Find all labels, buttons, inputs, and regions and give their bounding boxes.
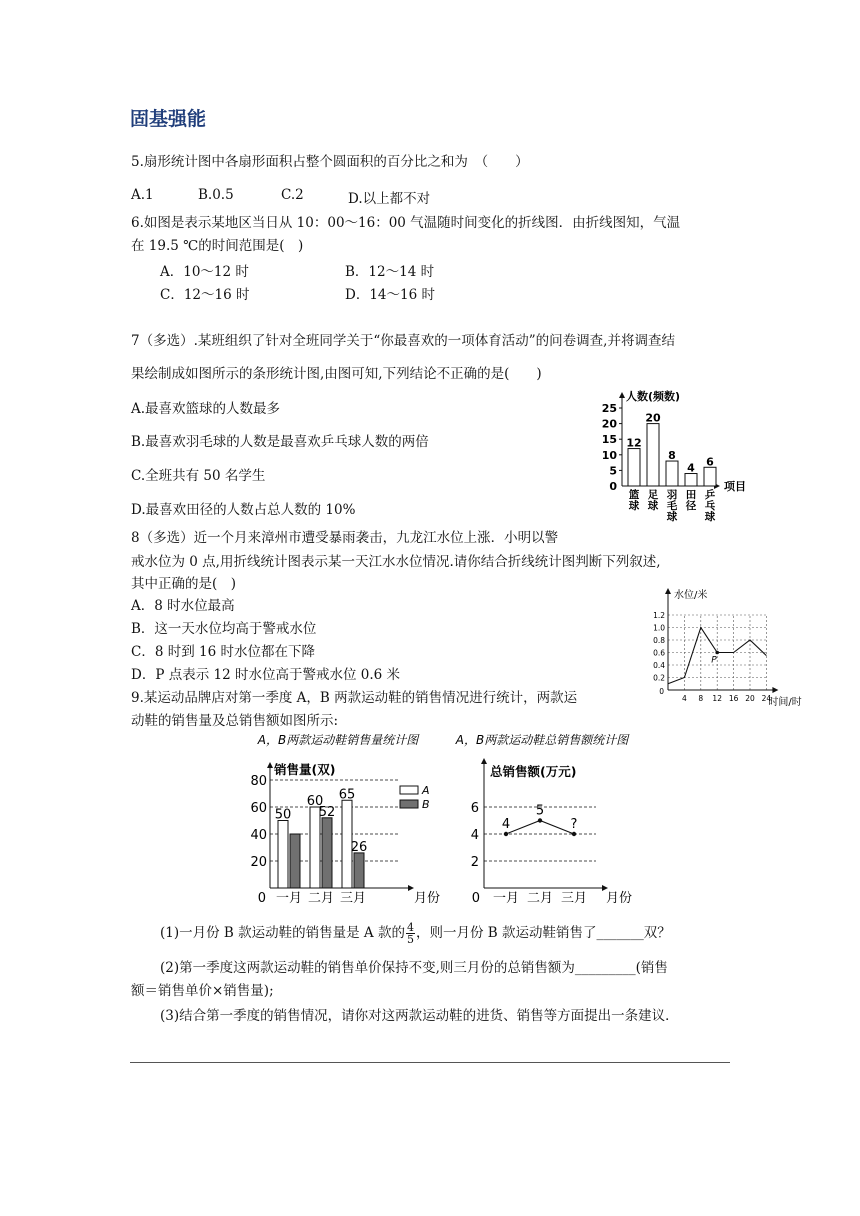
x-tick-label: 12 (712, 694, 722, 703)
x-tick-label: 球 (704, 511, 716, 523)
x-tick-label: 一月 (492, 891, 520, 906)
y-axis-arrow (267, 762, 273, 768)
y-tick-label: 6 (470, 801, 479, 816)
y-axis-title: 总销售额(万元) (490, 764, 577, 779)
q8-option-a: A．8 时水位最高 (131, 598, 235, 614)
x-axis-title: 月份 (414, 891, 441, 906)
x-tick-label: 三月 (560, 891, 588, 906)
bar-value-label: 6 (706, 455, 714, 469)
water-level-chart (640, 584, 802, 710)
bar (704, 467, 716, 486)
bar-value-label: 26 (350, 839, 368, 855)
x-tick-label: 二月 (526, 891, 554, 906)
y-tick-label: 15 (601, 433, 617, 447)
x-tick-label: 24 (761, 694, 772, 703)
q9-sub3: (3)结合第一季度的销售情况，请你对这两款运动鞋的进货、销售等方面提出一条建议． (160, 1008, 679, 1024)
chart-title: A，B两款运动鞋销售量统计图 (257, 733, 419, 747)
y-axis-arrow (481, 758, 487, 764)
x-tick-label: 球 (628, 500, 640, 512)
bar (290, 834, 300, 888)
x-tick-label: 8 (698, 694, 704, 703)
q7-option-d: D.最喜欢田径的人数占总人数的 10% (131, 502, 356, 518)
q9-sub1 (160, 922, 671, 945)
bar (685, 474, 697, 486)
y-tick-label: 4 (470, 828, 479, 843)
x-tick-label: 毛 (666, 500, 678, 512)
bar-value-label: 65 (338, 787, 356, 803)
x-tick-label: 球 (666, 511, 678, 523)
fraction-numerator: 4 (406, 921, 414, 934)
q9-sub2-line1: (2)第一季度这两款运动鞋的销售单价保持不变,则三月份的总销售额为_________(销售 (160, 960, 668, 976)
bar (354, 853, 364, 888)
x-axis-title: 项目 (724, 480, 746, 493)
x-tick-label: 田 (685, 489, 697, 501)
y-tick-label: 20 (601, 417, 617, 431)
legend-swatch (400, 800, 418, 808)
x-axis-arrow (772, 687, 778, 693)
y-tick-label: 10 (601, 448, 617, 462)
y-tick-label: 0.6 (653, 648, 665, 658)
section-title: 固基强能 (130, 108, 207, 130)
y-tick-label: 0.2 (653, 673, 665, 683)
x-tick-label: 4 (682, 694, 687, 703)
y-axis-arrow (619, 392, 625, 398)
x-tick-label: 乒 (704, 489, 716, 501)
bar-value-label: 12 (626, 436, 642, 450)
fraction-denominator: 5 (406, 933, 414, 946)
x-tick-label: 20 (745, 694, 755, 703)
q6-line2: 在 19.5 ℃的时间范围是( ) (131, 238, 304, 254)
data-label: 5 (535, 803, 545, 819)
data-point (572, 832, 576, 836)
q9-line1: 9.某运动品牌店对第一季度 A，B 两款运动鞋的销售情况进行统计，两款运 (131, 690, 578, 706)
y-axis-title: 水位/米 (674, 590, 708, 601)
q9-sub1-post: ，则一月份 B 款运动鞋销售了_______双？ (415, 925, 671, 941)
y-tick-label: 40 (250, 828, 267, 843)
bar-value-label: 20 (645, 411, 661, 425)
q8-option-c: C．8 时到 16 时水位都在下降 (131, 644, 315, 660)
data-point (538, 818, 542, 822)
y-tick-label: 2 (470, 855, 479, 870)
data-label: 4 (501, 817, 511, 832)
total-sales-chart (452, 728, 652, 908)
y-axis-title: 人数(频数) (626, 390, 681, 403)
x-tick-label: 16 (728, 694, 739, 703)
y-tick-label: 25 (601, 402, 617, 415)
y-tick-label: 0.4 (653, 661, 665, 670)
sports-bar-chart (598, 384, 758, 524)
q8-line1: 8（多选）近一个月来漳州市遭受暴雨袭击，九龙江水位上涨．小明以警 (131, 530, 559, 546)
q5-option-a: A.1 (131, 187, 154, 203)
origin-label: 0 (257, 891, 266, 906)
y-tick-label: 5 (609, 464, 617, 478)
x-tick-label: 乓 (704, 500, 716, 512)
q8-line3: 其中正确的是( ) (131, 576, 237, 592)
x-tick-label: 足 (647, 489, 659, 501)
q5-option-d: D.以上都不对 (348, 191, 431, 207)
bar (322, 818, 332, 888)
q7-line2: 果绘制成如图所示的条形统计图,由图可知,下列结论不正确的是( ) (131, 366, 542, 382)
q9-sub1-pre: (1)一月份 B 款运动鞋的销售量是 A 款的 (160, 925, 405, 941)
legend-label: B (422, 798, 430, 811)
q5-option-b: B.0.5 (198, 187, 234, 203)
y-axis-arrow (665, 588, 671, 594)
bar-value-label: 60 (306, 794, 324, 809)
y-tick-label: 1.2 (653, 611, 665, 620)
origin-label: 0 (659, 687, 664, 696)
q6-option-c: C．12～16 时 (160, 287, 250, 303)
chart-title: A，B两款运动鞋总销售额统计图 (455, 733, 629, 747)
bar-value-label: 8 (668, 449, 676, 463)
q6-option-d: D．14～16 时 (345, 287, 435, 303)
x-tick-label: 径 (685, 500, 697, 512)
q8-line2: 戒水位为 0 点,用折线统计图表示某一天江水水位情况.请你结合折线统计图判断下列叙述, (131, 554, 661, 570)
footer-divider (130, 1062, 730, 1063)
y-tick-label: 20 (250, 855, 267, 870)
y-tick-label: 60 (250, 801, 267, 816)
y-tick-label: 80 (250, 774, 267, 789)
point-label: P (711, 655, 717, 666)
data-point (715, 651, 719, 655)
series-line (668, 628, 766, 684)
y-tick-label: 0.8 (653, 636, 665, 645)
y-tick-label: 0 (609, 480, 617, 493)
data-point (504, 832, 508, 836)
bar-value-label: 50 (274, 807, 292, 823)
legend-swatch (400, 786, 418, 794)
x-tick-label: 三月 (339, 891, 367, 906)
q7-option-c: C.全班共有 50 名学生 (131, 468, 266, 484)
bar (666, 461, 678, 486)
x-tick-label: 球 (647, 500, 659, 512)
x-axis-title: 时间/时 (768, 697, 802, 708)
legend-label: A (422, 784, 430, 797)
x-tick-label: 二月 (307, 891, 335, 906)
q8-option-b: B．这一天水位均高于警戒水位 (131, 621, 317, 637)
bar (647, 424, 659, 486)
q6-option-b: B．12～14 时 (345, 264, 435, 280)
q9-line2: 动鞋的销售量及总销售额如图所示: (131, 713, 339, 729)
y-tick-label: 1.0 (653, 623, 665, 633)
bar (278, 821, 288, 889)
sales-volume-chart (238, 728, 441, 908)
q5-option-c: C.2 (281, 187, 304, 203)
x-tick-label: 一月 (275, 891, 303, 906)
q9-sub2-line2: 额＝销售单价×销售量); (131, 983, 274, 999)
q7-option-b: B.最喜欢羽毛球的人数是最喜欢乒乓球人数的两倍 (131, 434, 429, 450)
origin-label: 0 (471, 891, 480, 906)
bar (628, 449, 640, 486)
q7-option-a: A.最喜欢篮球的人数最多 (131, 401, 281, 417)
q8-option-d: D．P 点表示 12 时水位高于警戒水位 0.6 米 (131, 667, 401, 683)
bar-value-label: 4 (687, 461, 695, 475)
y-axis-title: 销售量(双) (274, 762, 336, 777)
q7-line1: 7（多选）.某班组织了针对全班同学关于“你最喜欢的一项体育活动”的问卷调查,并将调查结 (131, 333, 675, 349)
fraction (406, 922, 415, 945)
q6-option-a: A．10～12 时 (160, 264, 249, 280)
x-tick-label: 羽 (666, 489, 678, 501)
q5-stem: 5.扇形统计图中各扇形面积占整个圆面积的百分比之和为 （ ） (131, 154, 529, 170)
bar-value-label: 52 (318, 804, 336, 820)
q6-line1: 6.如图是表示某地区当日从 10：00～16：00 气温随时间变化的折线图．由折线图知，气温 (131, 215, 681, 231)
x-axis-title: 月份 (606, 891, 633, 906)
data-label: ? (570, 817, 578, 832)
x-tick-label: 篮 (628, 489, 640, 501)
